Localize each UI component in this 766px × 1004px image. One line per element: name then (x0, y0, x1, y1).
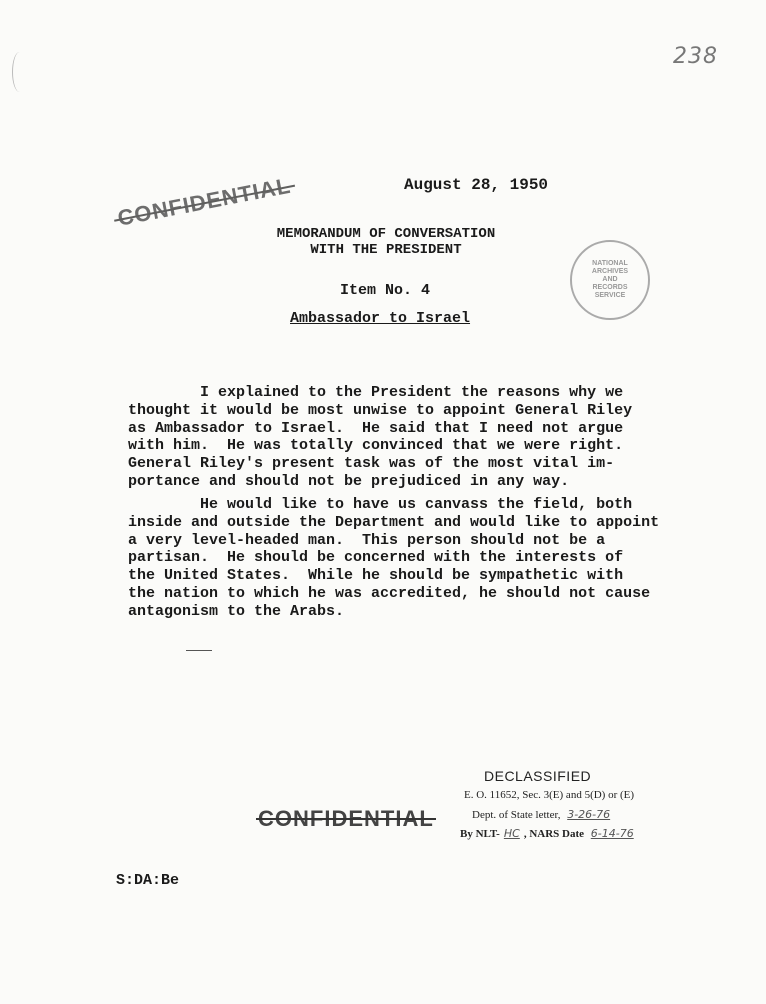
memo-paragraph-2: He would like to have us canvass the field, both inside and outside the Department and would like to appoint a very level-headed man. This person should not be a partisan. He should be concerned with the interests of the United States. While he should be sympathetic with the nation to which he was accredited, he should not cause antagonism to the Arabs. (128, 496, 660, 620)
declassified-by (460, 827, 638, 840)
declassified-letter-label: Dept. of State letter, (472, 809, 564, 821)
declassified-title: DECLASSIFIED (484, 768, 592, 784)
declassified-by-label: By NLT- (460, 828, 500, 840)
divider (186, 650, 212, 651)
declassified-letter (472, 808, 614, 821)
item-number: Item No. 4 (340, 282, 431, 299)
archive-seal-text: NATIONAL ARCHIVES AND RECORDS SERVICE (591, 260, 629, 299)
memo-heading (226, 226, 546, 258)
confidential-stamp-top: CONFIDENTIAL (115, 172, 293, 231)
memo-date: August 28, 1950 (404, 176, 549, 194)
declassified-authority: E. O. 11652, Sec. 3(E) and 5(D) or (E) (464, 789, 635, 801)
reference-initials: S:DA:Be (116, 872, 180, 889)
memo-heading-line2: WITH THE PRESIDENT (310, 242, 462, 258)
declassified-by-initials: HC (503, 827, 520, 840)
declassified-nars-date: 6-14-76 (590, 827, 634, 840)
declassified-nars-label: , NARS Date (523, 828, 587, 840)
page-number: 238 (673, 44, 718, 69)
confidential-stamp-bottom: CONFIDENTIAL (258, 806, 434, 831)
seal-icon (570, 240, 650, 320)
memo-heading-line1: MEMORANDUM OF CONVERSATION (276, 226, 496, 242)
page-edge-mark (12, 52, 27, 92)
memo-subject: Ambassador to Israel (290, 310, 471, 327)
memo-paragraph-1: I explained to the President the reasons why we thought it would be most unwise to appoint General Riley as Ambassador to Israel. He said that I need not argue with him. He was totally convinced that we were right. General Riley's present task was of the most vital im- portance and should not be prejudiced in any way. (128, 384, 633, 490)
declassified-letter-date: 3-26-76 (567, 808, 611, 821)
